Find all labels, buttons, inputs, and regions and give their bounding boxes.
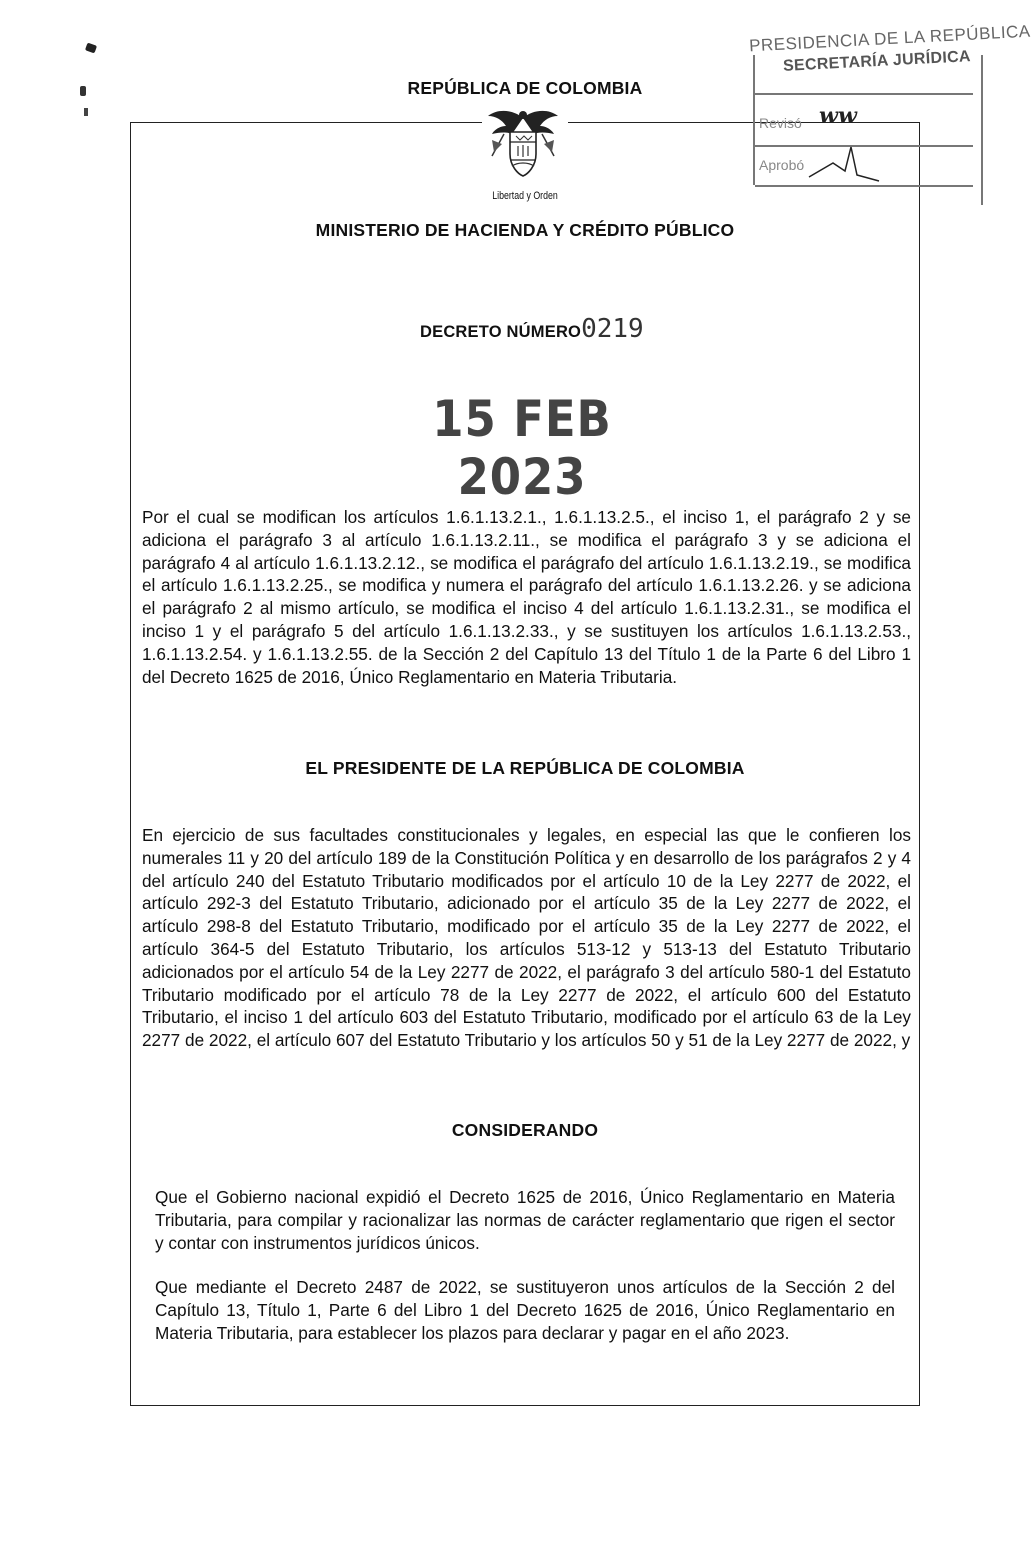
scan-mark (80, 86, 86, 96)
president-heading: EL PRESIDENTE DE LA REPÚBLICA DE COLOMBIA (305, 758, 745, 778)
stamp-line2: SECRETARÍA JURÍDICA (782, 48, 972, 75)
powers-paragraph: En ejercicio de sus facultades constitucionales y legales, en especial las que le confieren los numerales 11 y 20 del artículo 189 de la Constitución Política y en desarrollo de los parágrafos 2 y 4 del artículo 240 del Estatuto Tributario modificados por el artículo 10 de la Ley 2277 de 2022, el artículo 292-3 del Estatuto Tributario, adicionado por el artículo 35 de la Ley 2277 de 2022, el artículo 298-8 del Estatuto Tributario, modificado por el artículo 35 de la Ley 2277 de 2022, el artículo 364-5 del Estatuto Tributario, los artículos 513-12 y 513-13 del Estatuto Tributario adicionados por el artículo 54 de la Ley 2277 de 2022, el parágrafo 3 del artículo 580-1 del Estatuto Tributario modificado por el artículo 78 de la Ley 2277 de 2022, el artículo 600 del Estatuto Tributario, el inciso 1 del artículo 603 del Estatuto Tributario, modificado por el artículo 63 de la Ley 2277 de 2022, el artículo 607 del Estatuto Tributario y los artículos 50 y 51 de la Ley 2277 de 2022, y (142, 825, 911, 1051)
decree-date: 15 FEB 2023 (432, 390, 612, 506)
stamp-reviso-label: Revisó (759, 115, 802, 131)
country-title: REPÚBLICA DE COLOMBIA (407, 78, 643, 98)
stamp-aprobo-label: Aprobó (759, 157, 805, 173)
motto: Libertad y Orden (492, 190, 558, 202)
stamp-border-right (981, 55, 983, 205)
stamp-border-left (753, 55, 755, 185)
approval-stamp (735, 21, 1031, 195)
decree-number: 0219 (581, 314, 644, 344)
stamp-rule (755, 185, 973, 187)
consideration-2: Que mediante el Decreto 2487 de 2022, se sustituyeron unos artículos de la Sección 2 del Capítulo 13, Título 1, Parte 6 del Libro 1 del Decreto 1625 de 2016, Único Reglamentario en Materia Tributaria, para establecer los plazos para declarar y pagar en el año 2023. (155, 1277, 895, 1343)
signature-icon (805, 141, 885, 185)
ministry-title: MINISTERIO DE HACIENDA Y CRÉDITO PÚBLICO (315, 220, 735, 240)
considering-heading: CONSIDERANDO (451, 1120, 599, 1140)
consideration-1: Que el Gobierno nacional expidió el Decreto 1625 de 2016, Único Reglamentario en Materia Tributaria, para compilar y racionalizar las normas de carácter reglamentario que rigen el sector y contar con instrumentos jurídicos únicos. (155, 1187, 895, 1253)
stamp-reviso-initials: ww (819, 103, 857, 129)
stamp-rule (755, 93, 973, 95)
decree-number-row (420, 314, 740, 344)
stamp-line1: PRESIDENCIA DE LA REPÚBLICA (748, 21, 1031, 56)
coat-of-arms-icon (478, 104, 568, 186)
decree-summary: Por el cual se modifican los artículos 1.6.1.13.2.1., 1.6.1.13.2.5., el inciso 1, el parágrafo 2 y se adiciona el parágrafo 3 al artículo 1.6.1.13.2.11., se modifica el parágrafo 3 y se adiciona el parágrafo 4 al artículo 1.6.1.13.2.12., se modifica el parágrafo del artículo 1.6.1.13.2.19., se modifica el artículo 1.6.1.13.2.25., se modifica y numera el parágrafo del artículo 1.6.1.13.2.26. y se adiciona el parágrafo 2 al mismo artículo, se modifica el inciso 4 del artículo 1.6.1.13.2.31., se modifica el inciso 1 y el parágrafo 5 del artículo 1.6.1.13.2.33., y se sustituyen los artículos 1.6.1.13.2.53., 1.6.1.13.2.54. y 1.6.1.13.2.55. de la Sección 2 del Capítulo 13 del Título 1 de la Parte 6 del Libro 1 del Decreto 1625 de 2016, Único Reglamentario en Materia Tributaria. (142, 507, 911, 687)
decree-label: DECRETO NÚMERO (420, 323, 582, 341)
scan-mark (85, 43, 97, 54)
scan-mark (84, 108, 88, 116)
